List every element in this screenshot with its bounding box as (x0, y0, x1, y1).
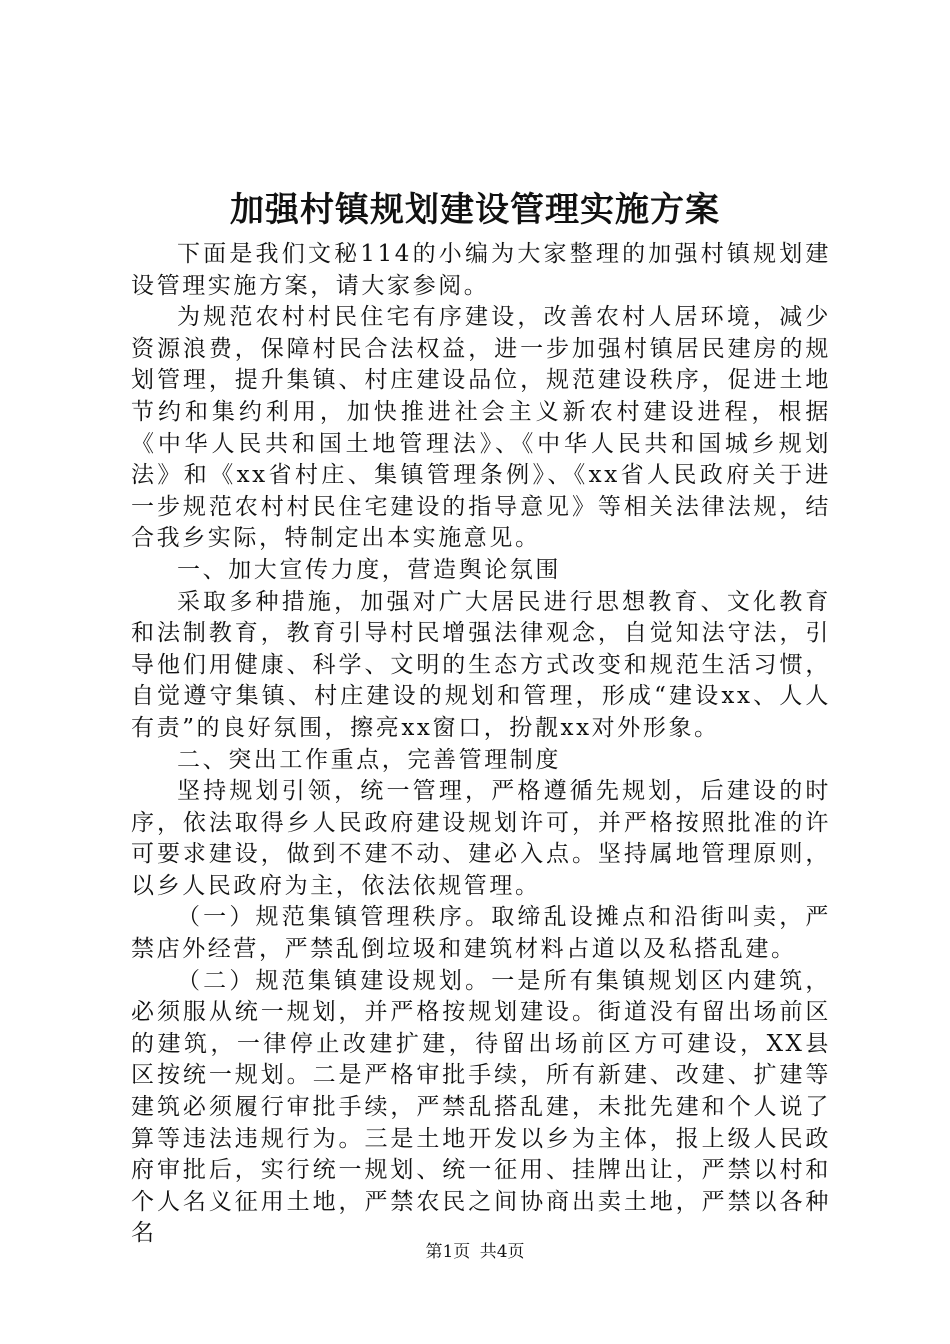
page-footer (0, 1240, 950, 1264)
paragraph-purpose: 为规范农村村民住宅有序建设，改善农村人居环境，减少资源浪费，保障村民合法权益，进一步加强村镇居民建房的规划管理，提升集镇、村庄建设品位，规范建设秩序，促进土地节约和集约利用，加快推进社会主义新农村建设进程，根据《中华人民共和国土地管理法》、《中华人民共和国城乡规划法》和《xx省村庄、集镇管理条例》、《xx省人民政府关于进一步规范农村村民住宅建设的指导意见》等相关法律法规，结合我乡实际，特制定出本实施意见。 (131, 304, 831, 552)
document-title: 加强村镇规划建设管理实施方案 (230, 190, 720, 230)
paragraph-subsection-1: （一）规范集镇管理秩序。取缔乱设摊点和沿街叫卖，严禁店外经营，严禁乱倒垃圾和建筑材料占道以及私搭乱建。 (131, 904, 831, 963)
paragraph-section-1: 采取多种措施，加强对广大居民进行思想教育、文化教育和法制教育，教育引导村民增强法律观念，自觉知法守法，引导他们用健康、科学、文明的生态方式改变和规范生活习惯，自觉遵守集镇、村庄建设的规划和管理，形成“建设xx、人人有责”的良好氛围，擦亮xx窗口，扮靓xx对外形象。 (131, 588, 831, 741)
paragraph-intro: 下面是我们文秘114的小编为大家整理的加强村镇规划建设管理实施方案，请大家参阅。 (131, 241, 831, 299)
section-heading-2: 二、突出工作重点，完善管理制度 (177, 746, 561, 773)
paragraph-subsection-2: （二）规范集镇建设规划。一是所有集镇规划区内建筑，必须服从统一规划，并严格按规划建设。街道没有留出场前区的建筑，一律停止改建扩建，待留出场前区方可建设，XX县区按统一规划。二是严格审批手续，所有新建、改建、扩建等建筑必须履行审批手续，严禁乱搭乱建，未批先建和个人说了算等违法违规行为。三是土地开发以乡为主体，报上级人民政府审批后，实行统一规划、统一征用、挂牌出让，严禁以村和个人名义征用土地，严禁农民之间协商出卖土地，严禁以各种名 (131, 967, 831, 1247)
section-heading-1: 一、加大宣传力度，营造舆论氛围 (177, 556, 561, 583)
document-body (131, 239, 831, 1250)
paragraph-section-2: 坚持规划引领，统一管理，严格遵循先规划，后建设的时序，依法取得乡人民政府建设规划许可，并严格按照批准的许可要求建设，做到不建不动、建必入点。坚持属地管理原则，以乡人民政府为主，依法依规管理。 (131, 778, 831, 899)
page-total: 共4页 (479, 1242, 525, 1262)
page-number: 第1页 (425, 1242, 471, 1262)
